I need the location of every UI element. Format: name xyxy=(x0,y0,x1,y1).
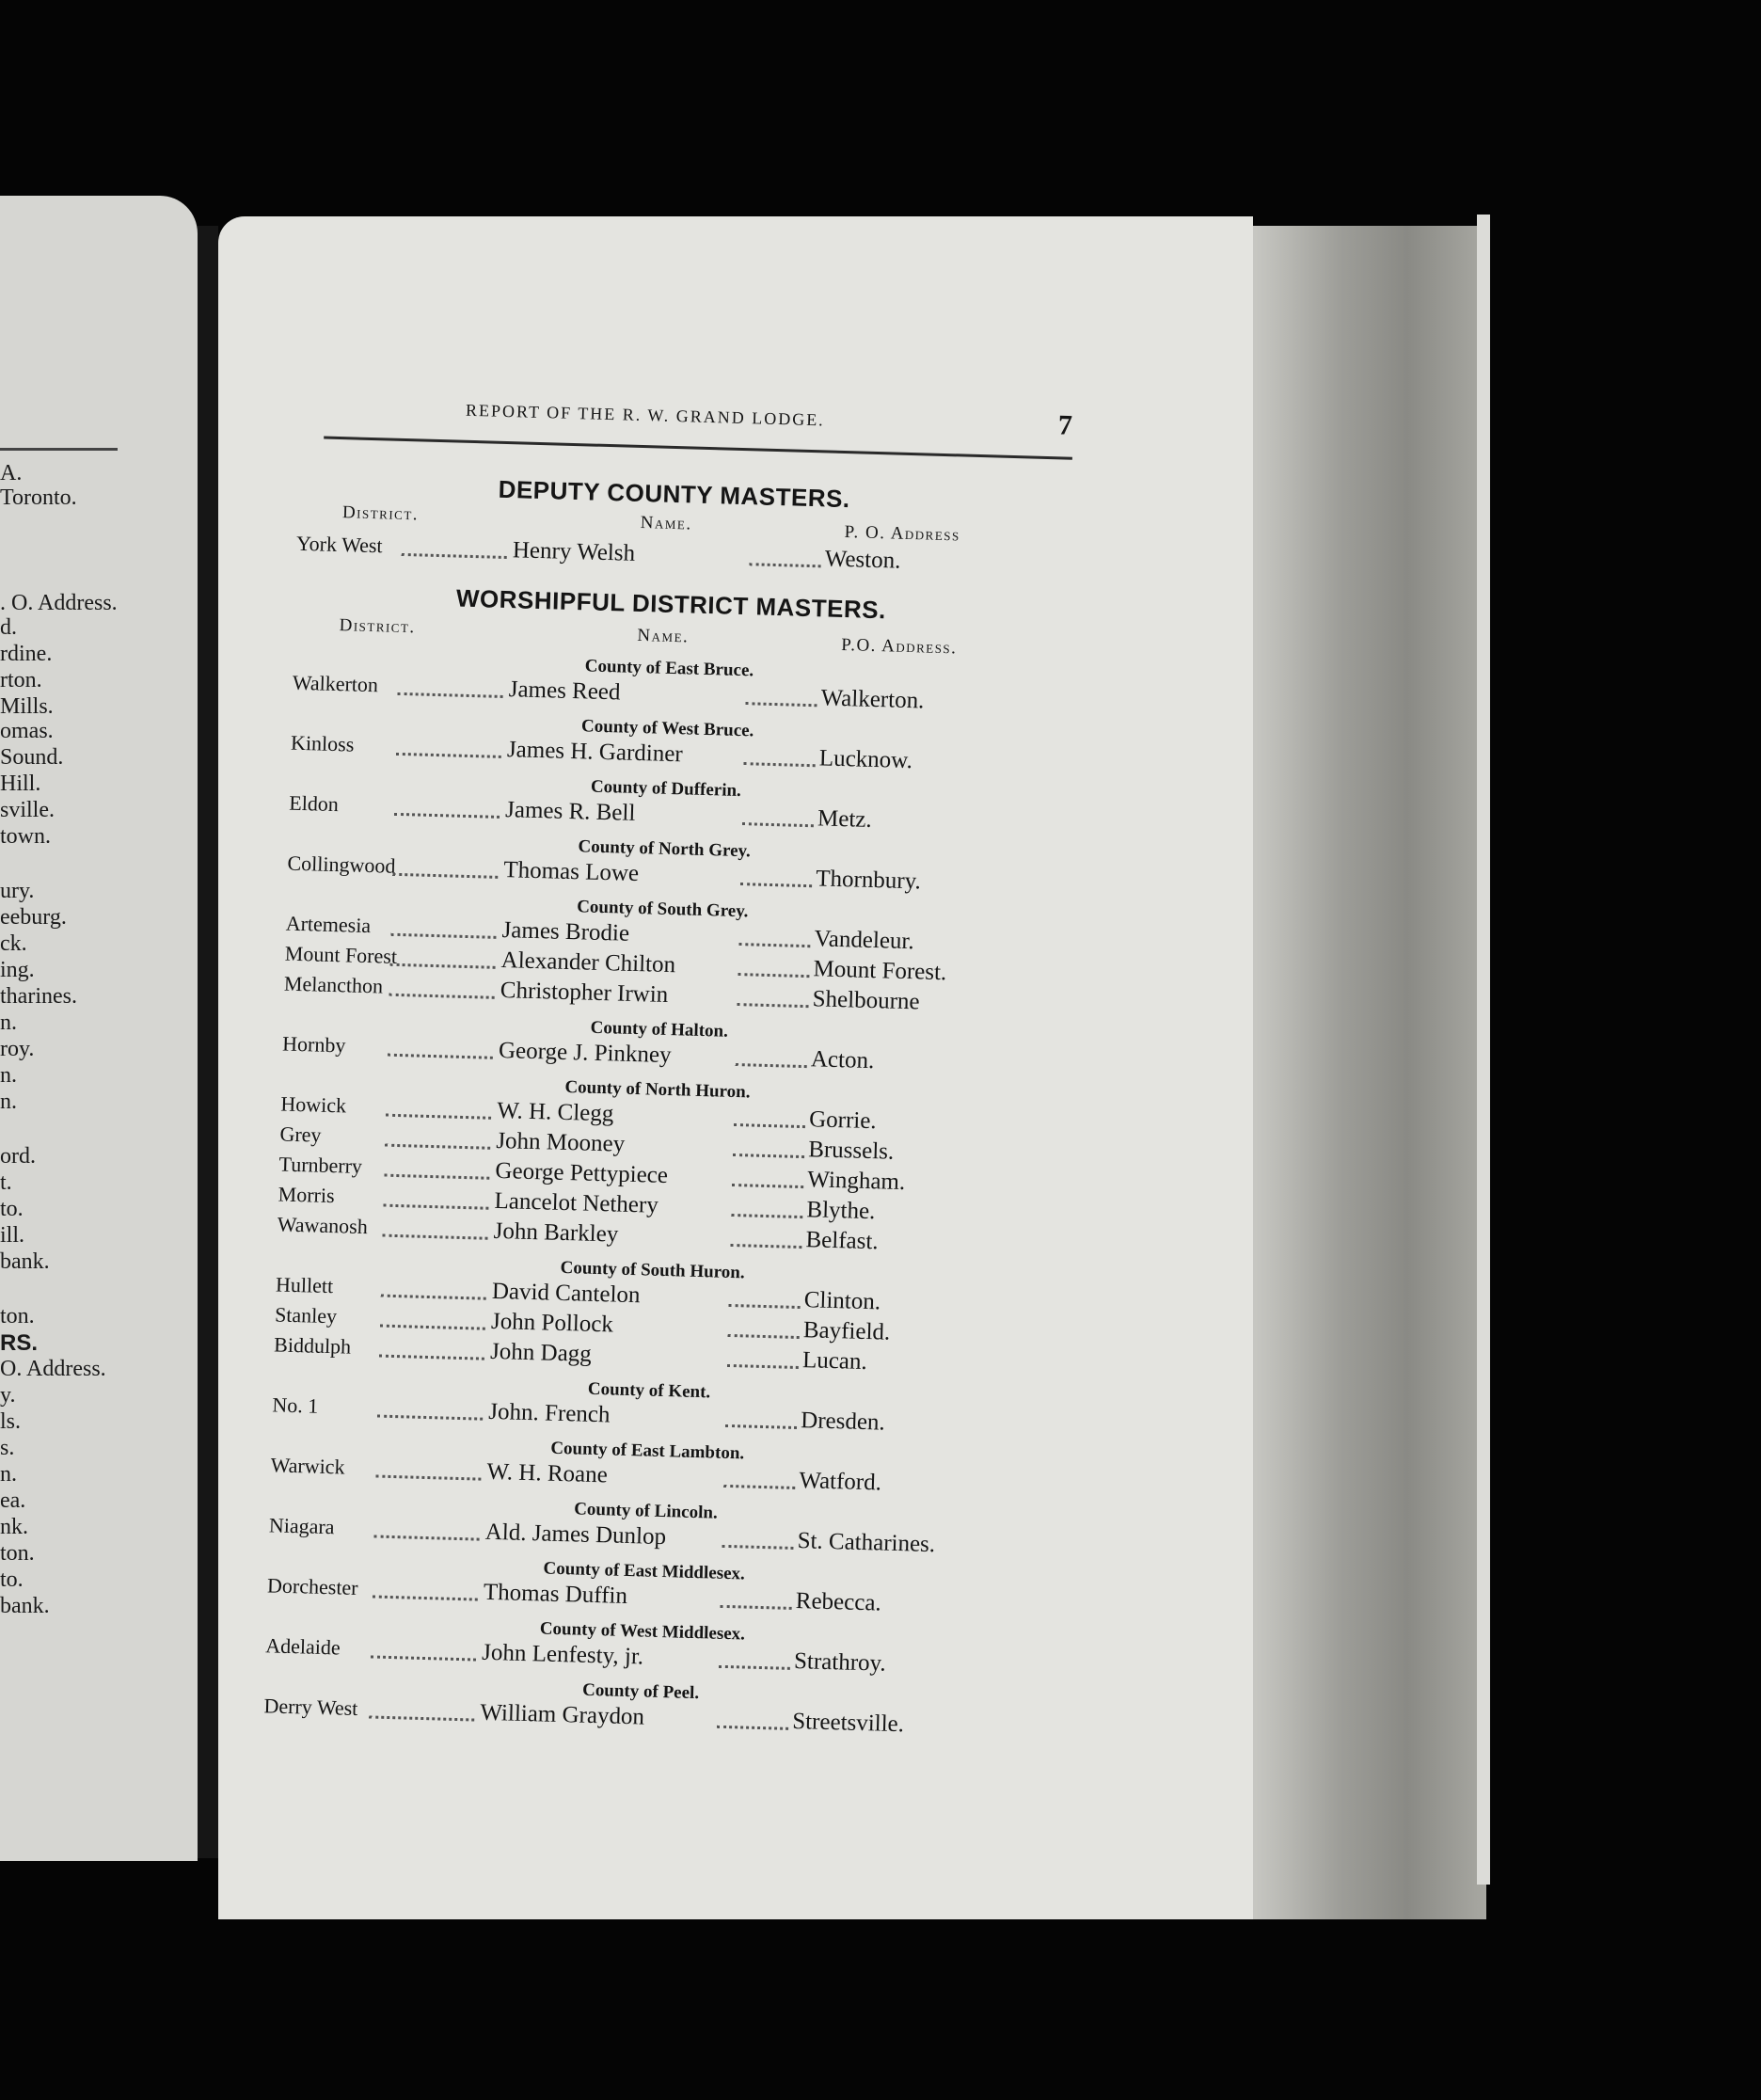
name-cell: George J. Pinkney xyxy=(498,1037,672,1069)
name-cell: James Brodie xyxy=(501,917,630,947)
address-cell: Metz. xyxy=(817,805,873,833)
address-cell: St. Catharines. xyxy=(797,1528,936,1558)
dot-leader xyxy=(373,1595,478,1600)
previous-page-line: RS. xyxy=(0,1330,39,1356)
previous-page-line: ing. xyxy=(0,958,35,982)
previous-page-line: Hill. xyxy=(0,772,41,796)
dot-leader xyxy=(722,1545,793,1550)
previous-page-line: ls. xyxy=(0,1409,22,1434)
previous-page-line: to. xyxy=(0,1197,24,1221)
worshipful-section-title: WORSHIPFUL DISTRICT MASTERS. xyxy=(455,583,887,625)
dot-leader xyxy=(727,1364,799,1369)
dot-leader xyxy=(396,753,501,758)
dot-leader xyxy=(723,1485,795,1489)
address-cell: Clinton. xyxy=(803,1287,881,1315)
previous-page-line: ord. xyxy=(0,1144,36,1169)
district-cell: Hornby xyxy=(281,1031,346,1058)
dot-leader xyxy=(721,1605,792,1610)
dot-leader xyxy=(730,1244,801,1249)
dot-leader xyxy=(379,1355,484,1360)
name-cell: James Reed xyxy=(508,676,621,706)
address-cell: Weston. xyxy=(824,546,901,574)
previous-page-line: bank. xyxy=(0,1594,50,1618)
previous-page-line: Sound. xyxy=(0,745,64,770)
dot-leader xyxy=(402,553,507,559)
previous-page-line: bank. xyxy=(0,1249,50,1274)
dot-leader xyxy=(371,1655,476,1661)
book-gutter xyxy=(198,226,218,1858)
dot-leader xyxy=(719,1665,790,1670)
dot-leader xyxy=(732,1184,803,1188)
dot-leader xyxy=(389,994,495,999)
district-cell: No. 1 xyxy=(272,1392,319,1418)
previous-page-line: Toronto. xyxy=(0,485,77,510)
address-cell: Brussels. xyxy=(807,1137,895,1165)
previous-page-line: town. xyxy=(0,824,51,849)
dot-leader xyxy=(390,963,496,969)
district-cell: Melancthon xyxy=(283,971,384,998)
county-heading: County of South Grey. xyxy=(576,897,749,922)
district-cell: York West xyxy=(295,531,383,558)
dot-leader xyxy=(738,973,809,978)
dot-leader xyxy=(392,873,498,879)
district-cell: Biddulph xyxy=(273,1332,352,1359)
previous-page-line: rdine. xyxy=(0,642,53,666)
name-cell: W. H. Roane xyxy=(486,1458,609,1488)
address-cell: Watford. xyxy=(799,1468,882,1496)
dot-leader xyxy=(369,1715,474,1721)
dot-leader xyxy=(384,1174,489,1180)
deputy-col-address: P. O. Address xyxy=(844,522,961,546)
address-cell: Acton. xyxy=(810,1046,875,1074)
name-cell: Thomas Duffin xyxy=(483,1579,628,1610)
address-cell: Streetsville. xyxy=(791,1708,905,1738)
previous-page-line: sville. xyxy=(0,798,55,822)
county-heading: County of East Middlesex. xyxy=(543,1558,746,1584)
address-cell: Walkerton. xyxy=(820,685,925,714)
district-cell: Stanley xyxy=(274,1302,338,1328)
previous-page-line: n. xyxy=(0,1090,17,1114)
address-cell: Blythe. xyxy=(806,1197,876,1225)
previous-page-line: A. xyxy=(0,461,23,485)
dot-leader xyxy=(377,1415,483,1421)
page-number: 7 xyxy=(1057,409,1073,441)
previous-page-line: ton. xyxy=(0,1304,35,1328)
district-cell: Wawanosh xyxy=(277,1212,369,1239)
previous-page-line: ea. xyxy=(0,1488,26,1513)
running-head: REPORT OF THE R. W. GRAND LODGE. xyxy=(465,400,826,430)
address-cell: Thornbury. xyxy=(815,866,922,895)
dot-leader xyxy=(728,1334,800,1339)
worshipful-col-district: District. xyxy=(339,615,416,638)
county-heading: County of Peel. xyxy=(581,1679,700,1704)
district-cell: Derry West xyxy=(263,1694,358,1721)
name-cell: Alexander Chilton xyxy=(500,947,676,978)
previous-page-rule xyxy=(0,448,118,451)
name-cell: Thomas Lowe xyxy=(503,857,640,887)
previous-page-line: nk. xyxy=(0,1515,28,1539)
previous-page-line: to. xyxy=(0,1567,24,1592)
district-cell: Hullett xyxy=(275,1272,334,1298)
name-cell: John Pollock xyxy=(490,1308,614,1338)
district-cell: Mount Forest xyxy=(284,941,398,968)
address-cell: Dresden. xyxy=(800,1408,886,1436)
dot-leader xyxy=(385,1144,490,1150)
district-cell: Adelaide xyxy=(264,1633,341,1660)
page-content xyxy=(232,376,1082,1856)
dot-leader xyxy=(375,1475,481,1481)
address-cell: Rebecca. xyxy=(795,1588,882,1616)
district-cell: Collingwood xyxy=(287,851,396,878)
previous-page-line: . O. Address. xyxy=(0,591,118,615)
header-rule xyxy=(324,437,1072,460)
address-cell: Shelbourne xyxy=(812,986,920,1015)
dot-leader xyxy=(374,1535,480,1540)
name-cell: John. French xyxy=(487,1398,611,1428)
county-heading: County of Dufferin. xyxy=(590,776,742,802)
previous-page-line: s. xyxy=(0,1436,15,1460)
deputy-col-district: District. xyxy=(341,502,420,525)
name-cell: Henry Welsh xyxy=(512,537,636,566)
dot-leader xyxy=(733,1153,804,1158)
address-cell: Mount Forest. xyxy=(813,956,947,986)
address-cell: Vandeleur. xyxy=(814,926,915,955)
dot-leader xyxy=(750,563,821,567)
name-cell: James R. Bell xyxy=(504,797,636,826)
book-cover-edge xyxy=(1477,215,1490,1885)
name-cell: David Cantelon xyxy=(491,1278,641,1309)
address-cell: Gorrie. xyxy=(808,1106,878,1135)
name-cell: John Dagg xyxy=(489,1338,593,1367)
previous-page-line: ton. xyxy=(0,1541,35,1566)
district-cell: Walkerton xyxy=(292,670,379,697)
name-cell: W. H. Clegg xyxy=(496,1097,614,1127)
dot-leader xyxy=(383,1234,488,1240)
dot-leader xyxy=(394,813,500,819)
previous-page-line: t. xyxy=(0,1170,12,1195)
deputy-section-title: DEPUTY COUNTY MASTERS. xyxy=(498,474,851,514)
dot-leader xyxy=(725,1424,797,1429)
county-heading: County of West Bruce. xyxy=(580,716,754,741)
previous-page-line: ury. xyxy=(0,879,35,903)
dot-leader xyxy=(738,1003,809,1008)
district-cell: Kinloss xyxy=(290,730,355,756)
previous-page-line: ill. xyxy=(0,1223,25,1248)
county-heading: County of Kent. xyxy=(587,1378,711,1403)
address-cell: Lucknow. xyxy=(818,745,913,774)
address-cell: Bayfield. xyxy=(802,1317,891,1345)
address-cell: Wingham. xyxy=(807,1167,906,1196)
previous-page-line: n. xyxy=(0,1462,17,1487)
county-heading: County of East Bruce. xyxy=(584,656,754,681)
dot-leader xyxy=(731,1214,802,1218)
dot-leader xyxy=(717,1726,788,1730)
dot-leader xyxy=(738,943,810,947)
previous-page-line: Mills. xyxy=(0,694,54,719)
address-cell: Belfast. xyxy=(805,1227,880,1255)
previous-page-line: y. xyxy=(0,1383,16,1408)
dot-leader xyxy=(386,1114,491,1120)
previous-page-line: n. xyxy=(0,1010,17,1035)
dot-leader xyxy=(736,1063,807,1068)
county-heading: County of Halton. xyxy=(590,1017,729,1042)
address-cell: Lucan. xyxy=(801,1347,868,1376)
name-cell: George Pettypiece xyxy=(495,1157,669,1189)
previous-page-line: d. xyxy=(0,615,17,640)
county-heading: County of North Grey. xyxy=(578,836,752,862)
previous-page-line: roy. xyxy=(0,1037,35,1061)
name-cell: John Lenfesty, jr. xyxy=(481,1639,644,1670)
dot-leader xyxy=(381,1295,486,1300)
district-cell: Grey xyxy=(279,1122,322,1147)
deputy-col-name: Name. xyxy=(640,512,692,534)
county-heading: County of Lincoln. xyxy=(573,1499,719,1523)
name-cell: John Barkley xyxy=(493,1217,619,1248)
name-cell: Lancelot Nethery xyxy=(494,1187,659,1218)
county-heading: County of North Huron. xyxy=(564,1076,751,1103)
previous-page-line: rton. xyxy=(0,668,42,692)
dot-leader xyxy=(734,1123,805,1128)
worshipful-col-name: Name. xyxy=(637,625,690,647)
previous-page-line: eeburg. xyxy=(0,905,67,930)
county-heading: County of East Lambton. xyxy=(550,1438,745,1464)
district-cell: Warwick xyxy=(270,1453,345,1479)
previous-page-fragment xyxy=(0,196,198,1861)
dot-leader xyxy=(745,702,817,707)
county-heading: County of South Huron. xyxy=(560,1257,745,1283)
dot-leader xyxy=(742,822,814,827)
dot-leader xyxy=(729,1304,801,1309)
dot-leader xyxy=(383,1204,488,1210)
name-cell: Christopher Irwin xyxy=(500,978,669,1008)
previous-page-line: omas. xyxy=(0,719,54,743)
dot-leader xyxy=(390,933,496,939)
page-fore-edge xyxy=(1223,226,1486,1919)
district-cell: Dorchester xyxy=(266,1573,358,1600)
district-cell: Eldon xyxy=(289,790,340,817)
name-cell: John Mooney xyxy=(496,1127,626,1157)
previous-page-line: n. xyxy=(0,1063,17,1088)
previous-page-line: tharines. xyxy=(0,984,77,1009)
dot-leader xyxy=(398,692,503,698)
dot-leader xyxy=(744,762,816,767)
dot-leader xyxy=(388,1054,493,1059)
district-cell: Turnberry xyxy=(278,1152,363,1178)
address-cell: Strathroy. xyxy=(793,1648,887,1677)
dot-leader xyxy=(740,883,812,887)
name-cell: James H. Gardiner xyxy=(506,737,684,768)
district-cell: Morris xyxy=(278,1182,335,1208)
dot-leader xyxy=(380,1325,485,1330)
district-cell: Niagara xyxy=(268,1513,335,1539)
name-cell: William Graydon xyxy=(480,1699,645,1730)
district-cell: Howick xyxy=(280,1091,347,1118)
previous-page-line: O. Address. xyxy=(0,1357,106,1381)
name-cell: Ald. James Dunlop xyxy=(484,1519,667,1551)
worshipful-col-address: P.O. Address. xyxy=(840,634,958,659)
county-heading: County of West Middlesex. xyxy=(539,1618,746,1645)
district-cell: Artemesia xyxy=(285,911,372,938)
previous-page-line: ck. xyxy=(0,931,27,956)
